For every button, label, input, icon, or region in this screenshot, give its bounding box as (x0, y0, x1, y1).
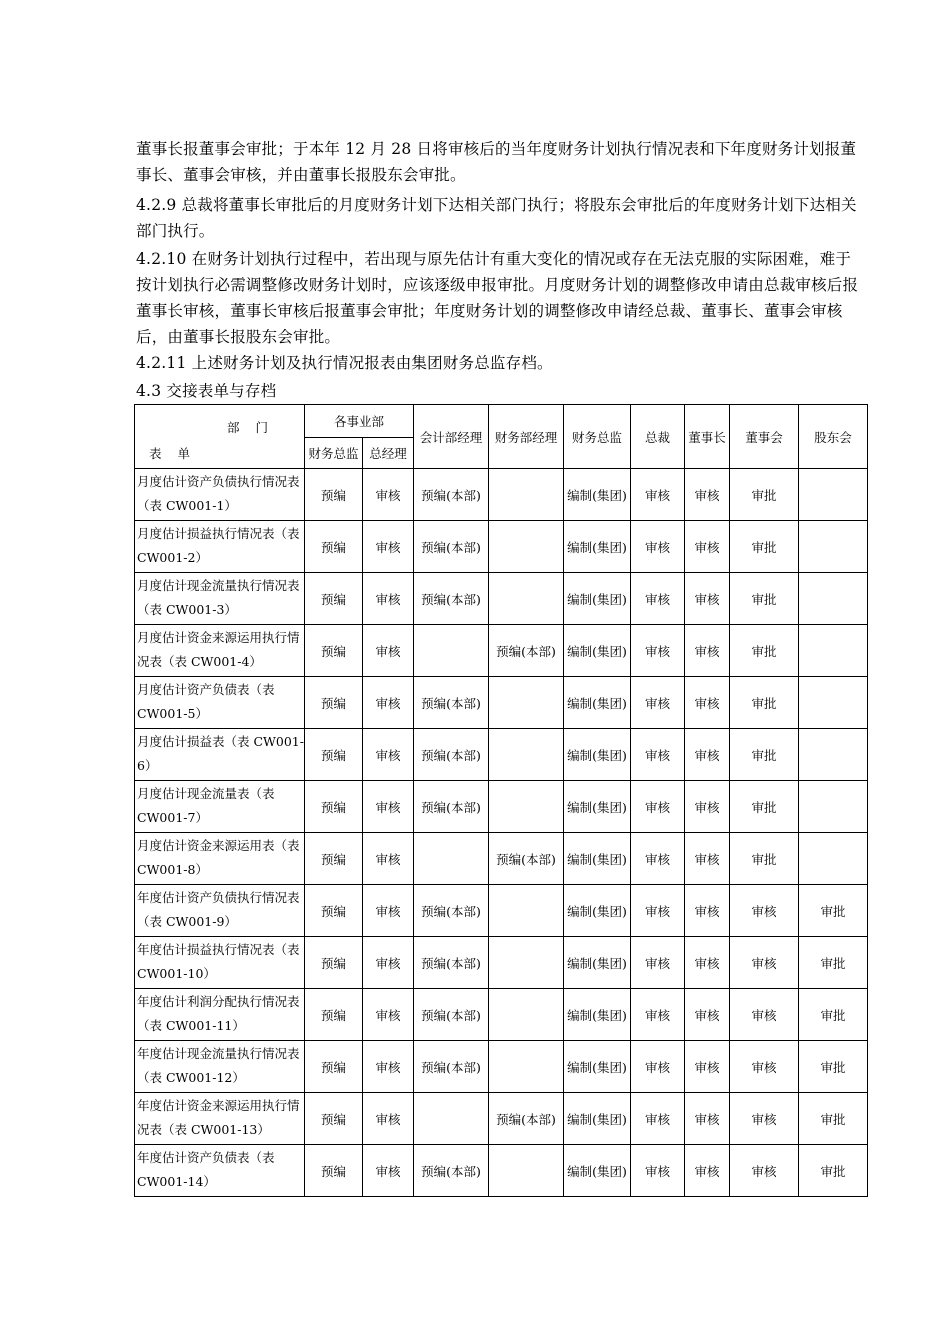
cell-board: 审批 (730, 573, 799, 625)
cell-shareholders (799, 729, 868, 781)
table-row (135, 729, 868, 781)
cell-board: 审核 (730, 937, 799, 989)
cell-chairman: 审核 (685, 1145, 730, 1197)
cell-accounting-manager: 预编(本部) (414, 469, 489, 521)
cell-chairman: 审核 (685, 1041, 730, 1093)
cell-shareholders (799, 573, 868, 625)
cell-accounting-manager: 预编(本部) (414, 573, 489, 625)
paragraph-4-2-11: 4.2.11 上述财务计划及执行情况报表由集团财务总监存档。 (136, 354, 553, 372)
cell-board: 审核 (730, 885, 799, 937)
cell-cfo: 编制(集团) (564, 833, 631, 885)
cell-board: 审批 (730, 625, 799, 677)
header-board: 董事会 (730, 405, 799, 469)
table-row (135, 521, 868, 573)
cell-unit-cfo: 预编 (305, 729, 363, 781)
form-name-cell: 月度估计现金流量表（表 CW001-7） (135, 781, 305, 833)
cell-board: 审核 (730, 1145, 799, 1197)
cell-unit-gm: 审核 (363, 625, 414, 677)
cell-cfo: 编制(集团) (564, 625, 631, 677)
cell-finance-manager: 预编(本部) (489, 625, 564, 677)
cell-president: 审核 (631, 885, 685, 937)
cell-cfo: 编制(集团) (564, 885, 631, 937)
cell-president: 审核 (631, 781, 685, 833)
cell-unit-gm: 审核 (363, 521, 414, 573)
cell-finance-manager (489, 885, 564, 937)
cell-accounting-manager: 预编(本部) (414, 1041, 489, 1093)
corner-department-label: 部门 (227, 419, 285, 435)
cell-accounting-manager: 预编(本部) (414, 885, 489, 937)
cell-shareholders (799, 521, 868, 573)
header-finance-manager: 财务部经理 (489, 405, 564, 469)
cell-unit-cfo: 预编 (305, 937, 363, 989)
cell-board: 审批 (730, 729, 799, 781)
cell-finance-manager (489, 781, 564, 833)
cell-chairman: 审核 (685, 521, 730, 573)
table-row (135, 989, 868, 1041)
form-name-cell: 月度估计资金来源运用执行情况表（表 CW001-4） (135, 625, 305, 677)
cell-unit-cfo: 预编 (305, 521, 363, 573)
header-accounting-manager: 会计部经理 (414, 405, 489, 469)
cell-shareholders (799, 469, 868, 521)
table-row (135, 833, 868, 885)
form-name-cell: 月度估计损益表（表 CW001-6） (135, 729, 305, 781)
cell-president: 审核 (631, 833, 685, 885)
table-body (135, 469, 868, 1197)
form-name-cell: 月度估计资产负债表（表 CW001-5） (135, 677, 305, 729)
cell-cfo: 编制(集团) (564, 1093, 631, 1145)
cell-finance-manager (489, 573, 564, 625)
table-row (135, 885, 868, 937)
cell-cfo: 编制(集团) (564, 1041, 631, 1093)
form-name-cell: 月度估计损益执行情况表（表 CW001-2） (135, 521, 305, 573)
cell-unit-gm: 审核 (363, 469, 414, 521)
cell-chairman: 审核 (685, 833, 730, 885)
cell-board: 审核 (730, 989, 799, 1041)
form-name-cell: 年度估计资金来源运用执行情况表（表 CW001-13） (135, 1093, 305, 1145)
cell-finance-manager (489, 1145, 564, 1197)
header-cfo: 财务总监 (564, 405, 631, 469)
cell-president: 审核 (631, 989, 685, 1041)
cell-unit-cfo: 预编 (305, 1041, 363, 1093)
form-name-cell: 月度估计资产负债执行情况表（表 CW001-1） (135, 469, 305, 521)
table-row (135, 1093, 868, 1145)
cell-finance-manager (489, 1041, 564, 1093)
cell-chairman: 审核 (685, 989, 730, 1041)
cell-unit-cfo: 预编 (305, 625, 363, 677)
table-row (135, 1041, 868, 1093)
cell-president: 审核 (631, 677, 685, 729)
cell-unit-cfo: 预编 (305, 833, 363, 885)
cell-chairman: 审核 (685, 573, 730, 625)
paragraph-4-2-9: 4.2.9 总裁将董事长审批后的月度财务计划下达相关部门执行；将股东会审批后的年度财务计划下达相关部门执行。 (136, 196, 857, 240)
cell-unit-cfo: 预编 (305, 1145, 363, 1197)
cell-finance-manager: 预编(本部) (489, 1093, 564, 1145)
paragraph-approval-schedule: 董事长报董事会审批；于本年 12 月 28 日将审核后的当年度财务计划执行情况表和下年度财务计划报董事长、董事会审核，并由董事长报股东会审批。 (136, 140, 857, 184)
cell-board: 审核 (730, 1093, 799, 1145)
cell-chairman: 审核 (685, 1093, 730, 1145)
cell-unit-gm: 审核 (363, 1093, 414, 1145)
header-shareholders: 股东会 (799, 405, 868, 469)
table-row (135, 469, 868, 521)
cell-cfo: 编制(集团) (564, 989, 631, 1041)
cell-president: 审核 (631, 573, 685, 625)
cell-finance-manager (489, 729, 564, 781)
cell-chairman: 审核 (685, 469, 730, 521)
table-row (135, 937, 868, 989)
header-chairman: 董事长 (685, 405, 730, 469)
cell-accounting-manager (414, 833, 489, 885)
subheader-unit-cfo: 财务总监 (305, 438, 363, 469)
cell-accounting-manager: 预编(本部) (414, 677, 489, 729)
cell-unit-gm: 审核 (363, 989, 414, 1041)
cell-accounting-manager: 预编(本部) (414, 989, 489, 1041)
cell-unit-cfo: 预编 (305, 469, 363, 521)
cell-shareholders (799, 625, 868, 677)
cell-shareholders: 审批 (799, 1093, 868, 1145)
cell-accounting-manager: 预编(本部) (414, 729, 489, 781)
cell-cfo: 编制(集团) (564, 521, 631, 573)
cell-cfo: 编制(集团) (564, 781, 631, 833)
table-row (135, 625, 868, 677)
form-name-cell: 年度估计现金流量执行情况表（表 CW001-12） (135, 1041, 305, 1093)
paragraph-4-2-10: 4.2.10 在财务计划执行过程中，若出现与原先估计有重大变化的情况或存在无法克服的实际困难，难于按计划执行必需调整修改财务计划时，应该逐级申报审批。月度财务计划的调整修改申请由总裁审核后报董事长审核，董事长审核后报董事会审批；年度财务计划的调整修改申请经总裁、董事长、董事会审核后，由董事长报股东会审批。 (136, 250, 859, 346)
form-name-cell: 年度估计损益执行情况表（表 CW001-10） (135, 937, 305, 989)
cell-chairman: 审核 (685, 937, 730, 989)
header-business-units: 各事业部 (305, 405, 414, 438)
cell-unit-cfo: 预编 (305, 989, 363, 1041)
cell-shareholders: 审批 (799, 937, 868, 989)
cell-accounting-manager: 预编(本部) (414, 937, 489, 989)
cell-finance-manager (489, 469, 564, 521)
cell-shareholders (799, 677, 868, 729)
corner-form-label: 表单 (149, 445, 207, 461)
cell-board: 审核 (730, 1041, 799, 1093)
cell-unit-gm: 审核 (363, 781, 414, 833)
cell-cfo: 编制(集团) (564, 937, 631, 989)
cell-unit-gm: 审核 (363, 729, 414, 781)
cell-cfo: 编制(集团) (564, 1145, 631, 1197)
cell-cfo: 编制(集团) (564, 729, 631, 781)
table-row (135, 573, 868, 625)
cell-president: 审核 (631, 625, 685, 677)
cell-shareholders (799, 781, 868, 833)
cell-unit-gm: 审核 (363, 677, 414, 729)
cell-president: 审核 (631, 1145, 685, 1197)
subheader-unit-gm: 总经理 (363, 438, 414, 469)
cell-board: 审批 (730, 677, 799, 729)
cell-cfo: 编制(集团) (564, 573, 631, 625)
cell-board: 审批 (730, 833, 799, 885)
cell-shareholders (799, 833, 868, 885)
cell-finance-manager (489, 937, 564, 989)
cell-unit-gm: 审核 (363, 833, 414, 885)
cell-accounting-manager: 预编(本部) (414, 1145, 489, 1197)
cell-finance-manager (489, 989, 564, 1041)
form-name-cell: 年度估计利润分配执行情况表（表 CW001-11） (135, 989, 305, 1041)
cell-shareholders: 审批 (799, 1041, 868, 1093)
cell-cfo: 编制(集团) (564, 677, 631, 729)
cell-shareholders: 审批 (799, 885, 868, 937)
cell-accounting-manager (414, 625, 489, 677)
cell-president: 审核 (631, 937, 685, 989)
table-row (135, 677, 868, 729)
cell-president: 审核 (631, 469, 685, 521)
cell-unit-cfo: 预编 (305, 573, 363, 625)
cell-finance-manager (489, 521, 564, 573)
cell-finance-manager: 预编(本部) (489, 833, 564, 885)
cell-chairman: 审核 (685, 885, 730, 937)
cell-chairman: 审核 (685, 625, 730, 677)
cell-chairman: 审核 (685, 781, 730, 833)
cell-unit-cfo: 预编 (305, 885, 363, 937)
cell-unit-cfo: 预编 (305, 1093, 363, 1145)
cell-board: 审批 (730, 521, 799, 573)
cell-chairman: 审核 (685, 729, 730, 781)
table-corner-header (135, 405, 305, 469)
form-name-cell: 年度估计资产负债表（表 CW001-14） (135, 1145, 305, 1197)
cell-cfo: 编制(集团) (564, 469, 631, 521)
cell-unit-gm: 审核 (363, 885, 414, 937)
cell-shareholders: 审批 (799, 1145, 868, 1197)
cell-unit-gm: 审核 (363, 1145, 414, 1197)
cell-unit-cfo: 预编 (305, 781, 363, 833)
table-row (135, 1145, 868, 1197)
cell-board: 审批 (730, 781, 799, 833)
cell-unit-gm: 审核 (363, 573, 414, 625)
cell-president: 审核 (631, 1093, 685, 1145)
cell-shareholders: 审批 (799, 989, 868, 1041)
cell-unit-cfo: 预编 (305, 677, 363, 729)
header-president: 总裁 (631, 405, 685, 469)
cell-accounting-manager: 预编(本部) (414, 521, 489, 573)
section-heading-4-3: 4.3 交接表单与存档 (136, 382, 277, 400)
cell-unit-gm: 审核 (363, 1041, 414, 1093)
form-name-cell: 月度估计现金流量执行情况表（表 CW001-3） (135, 573, 305, 625)
form-name-cell: 年度估计资产负债执行情况表（表 CW001-9） (135, 885, 305, 937)
table-row (135, 781, 868, 833)
cell-unit-gm: 审核 (363, 937, 414, 989)
cell-president: 审核 (631, 1041, 685, 1093)
form-name-cell: 月度估计资金来源运用表（表 CW001-8） (135, 833, 305, 885)
cell-accounting-manager (414, 1093, 489, 1145)
cell-president: 审核 (631, 729, 685, 781)
cell-chairman: 审核 (685, 677, 730, 729)
cell-president: 审核 (631, 521, 685, 573)
cell-finance-manager (489, 677, 564, 729)
cell-accounting-manager: 预编(本部) (414, 781, 489, 833)
cell-board: 审批 (730, 469, 799, 521)
handover-forms-table (134, 404, 868, 1197)
